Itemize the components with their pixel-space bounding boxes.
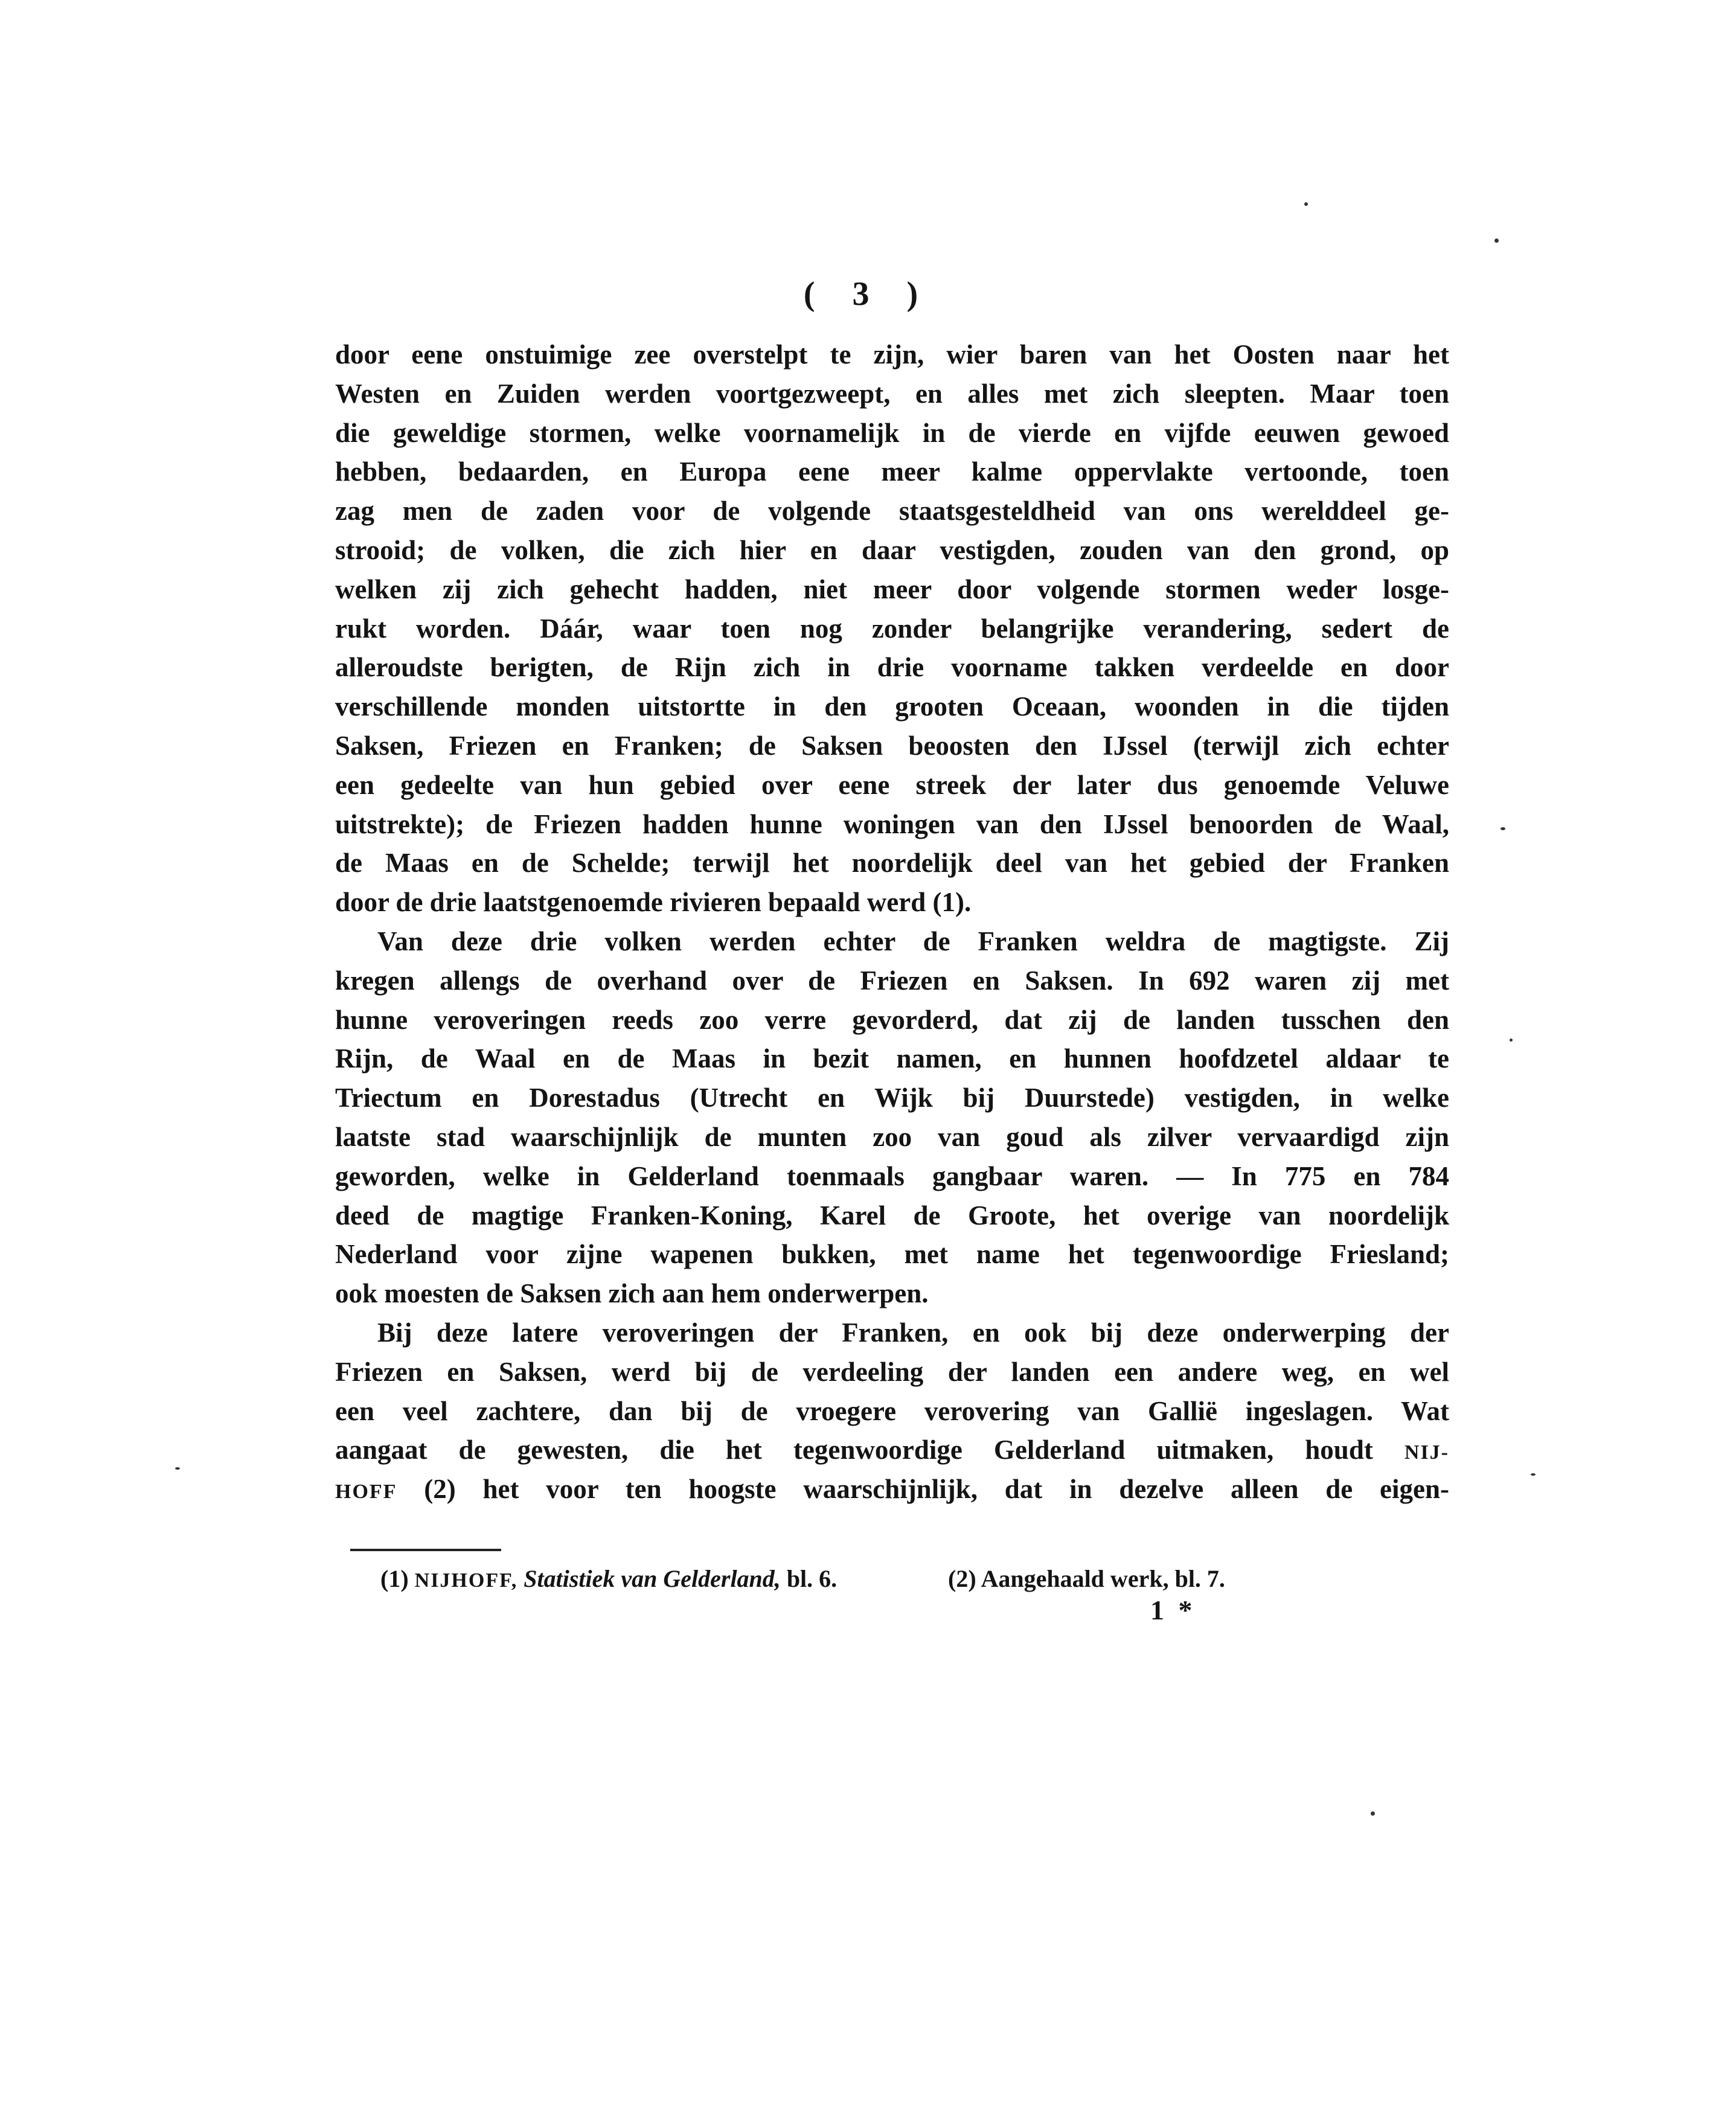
footnote-author: NIJHOFF, [414,1569,518,1592]
text-line: Saksen, Friezen en Franken; de Saksen beoosten den IJssel (terwijl zich echter [335,730,1449,761]
scan-speck [1531,1473,1536,1476]
footnote-ref: (2) [424,1474,456,1505]
text-line: zag men de zaden voor de volgende staatsgesteldheid van ons werelddeel ge- [335,496,1449,527]
text-line: hebben, bedaarden, en Europa eene meer kalme oppervlakte vertoonde, toen [335,456,1449,487]
author-name-smallcaps: NIJ- [1404,1441,1449,1464]
text-line: die geweldige stormen, welke voornamelijk in de vierde en vijfde eeuwen gewoed [335,417,1449,448]
text-line: Friezen en Saksen, werd bij de verdeeling der landen een andere weg, en wel [335,1356,1449,1387]
footnote-text: Aangehaald werk, bl. 7. [981,1565,1225,1592]
text-line: alleroudste berigten, de Rijn zich in drie voorname takken verdeelde en door [335,652,1449,683]
text-line-content: aangaat de gewesten, die het tegenwoordige Gelderland uitmaken, houdt [335,1435,1373,1465]
text-line [335,1430,1449,1470]
footnote-1 [380,1561,837,1599]
scan-speck [1501,827,1505,830]
footnote-title: Statistiek van Gelderland, [524,1565,781,1592]
text-line: rukt worden. Dáár, waar toen nog zonder belangrijke verandering, sedert de [335,613,1449,644]
paragraph-2 [335,922,1449,1313]
text-line: door de drie laatstgenoemde rivieren bepaald werd (1). [335,887,972,918]
text-line: een veel zachtere, dan bij de vroegere verovering van Gallië ingeslagen. Wat [335,1395,1449,1426]
text-line: deed de magtige Franken-Koning, Karel de Groote, het overige van noordelijk [335,1200,1449,1231]
text-line: Van deze drie volken werden echter de Franken weldra de magtigste. Zij [377,926,1449,956]
text-line [335,1470,1449,1509]
paragraph-3 [335,1313,1449,1509]
footnote-marker: (2) [948,1565,976,1592]
scan-speck [1510,1039,1513,1042]
paragraph-1 [335,335,1449,922]
text-line: welken zij zich gehecht hadden, niet meer door volgende stormen weder losge- [335,574,1449,604]
footnote-2 [948,1561,1225,1597]
scan-speck [175,1467,180,1470]
footnote-marker: (1) [380,1565,409,1592]
text-line: door eene onstuimige zee overstelpt te zijn, wier baren van het Oosten naar het [335,339,1449,370]
text-line: ook moesten de Saksen zich aan hem onderwerpen. [335,1278,929,1309]
text-line: laatste stad waarschijnlijk de munten zoo van goud als zilver vervaardigd zijn [335,1121,1449,1152]
body-text [335,335,1449,1509]
scan-speck [1371,1811,1375,1816]
text-line: Nederland voor zijne wapenen bukken, met name het tegenwoordige Friesland; [335,1239,1449,1270]
text-line-content: het voor ten hoogste waarschijnlijk, dat in dezelve alleen de eigen- [482,1474,1450,1505]
page-number: ( 3 ) [803,275,933,313]
text-line: verschillende monden uitstortte in den grooten Oceaan, woonden in die tijden [335,691,1449,722]
text-line: geworden, welke in Gelderland toenmaals gangbaar waren. — In 775 en 784 [335,1161,1449,1191]
footnote-page: bl. 6. [786,1565,838,1592]
text-line: Westen en Zuiden werden voortgezweept, en alles met zich sleepten. Maar toen [335,378,1449,409]
footnote-rule [350,1549,501,1551]
scan-speck [1304,202,1308,206]
scan-speck [1494,239,1499,243]
author-name-smallcaps: HOFF [335,1481,397,1503]
text-line: Triectum en Dorestadus (Utrecht en Wijk bij Duurstede) vestigden, in welke [335,1083,1449,1113]
text-line: uitstrekte); de Friezen hadden hunne woningen van den IJssel benoorden de Waal, [335,808,1449,839]
text-line: kregen allengs de overhand over de Friezen en Saksen. In 692 waren zij met [335,965,1449,996]
text-line: een gedeelte van hun gebied over eene streek der later dus genoemde Veluwe [335,769,1449,800]
text-line: Rijn, de Waal en de Maas in bezit namen, en hunnen hoofdzetel aldaar te [335,1043,1449,1074]
text-line: hunne veroveringen reeds zoo verre gevorderd, dat zij de landen tusschen den [335,1004,1449,1035]
text-line: de Maas en de Schelde; terwijl het noordelijk deel van het gebied der Franken [335,848,1449,879]
signature-mark: 1 * [1150,1595,1196,1625]
text-line: Bij deze latere veroveringen der Franken, en ook bij deze onderwerping der [377,1317,1449,1348]
text-line: strooid; de volken, die zich hier en daar vestigden, zouden van den grond, op [335,534,1449,565]
